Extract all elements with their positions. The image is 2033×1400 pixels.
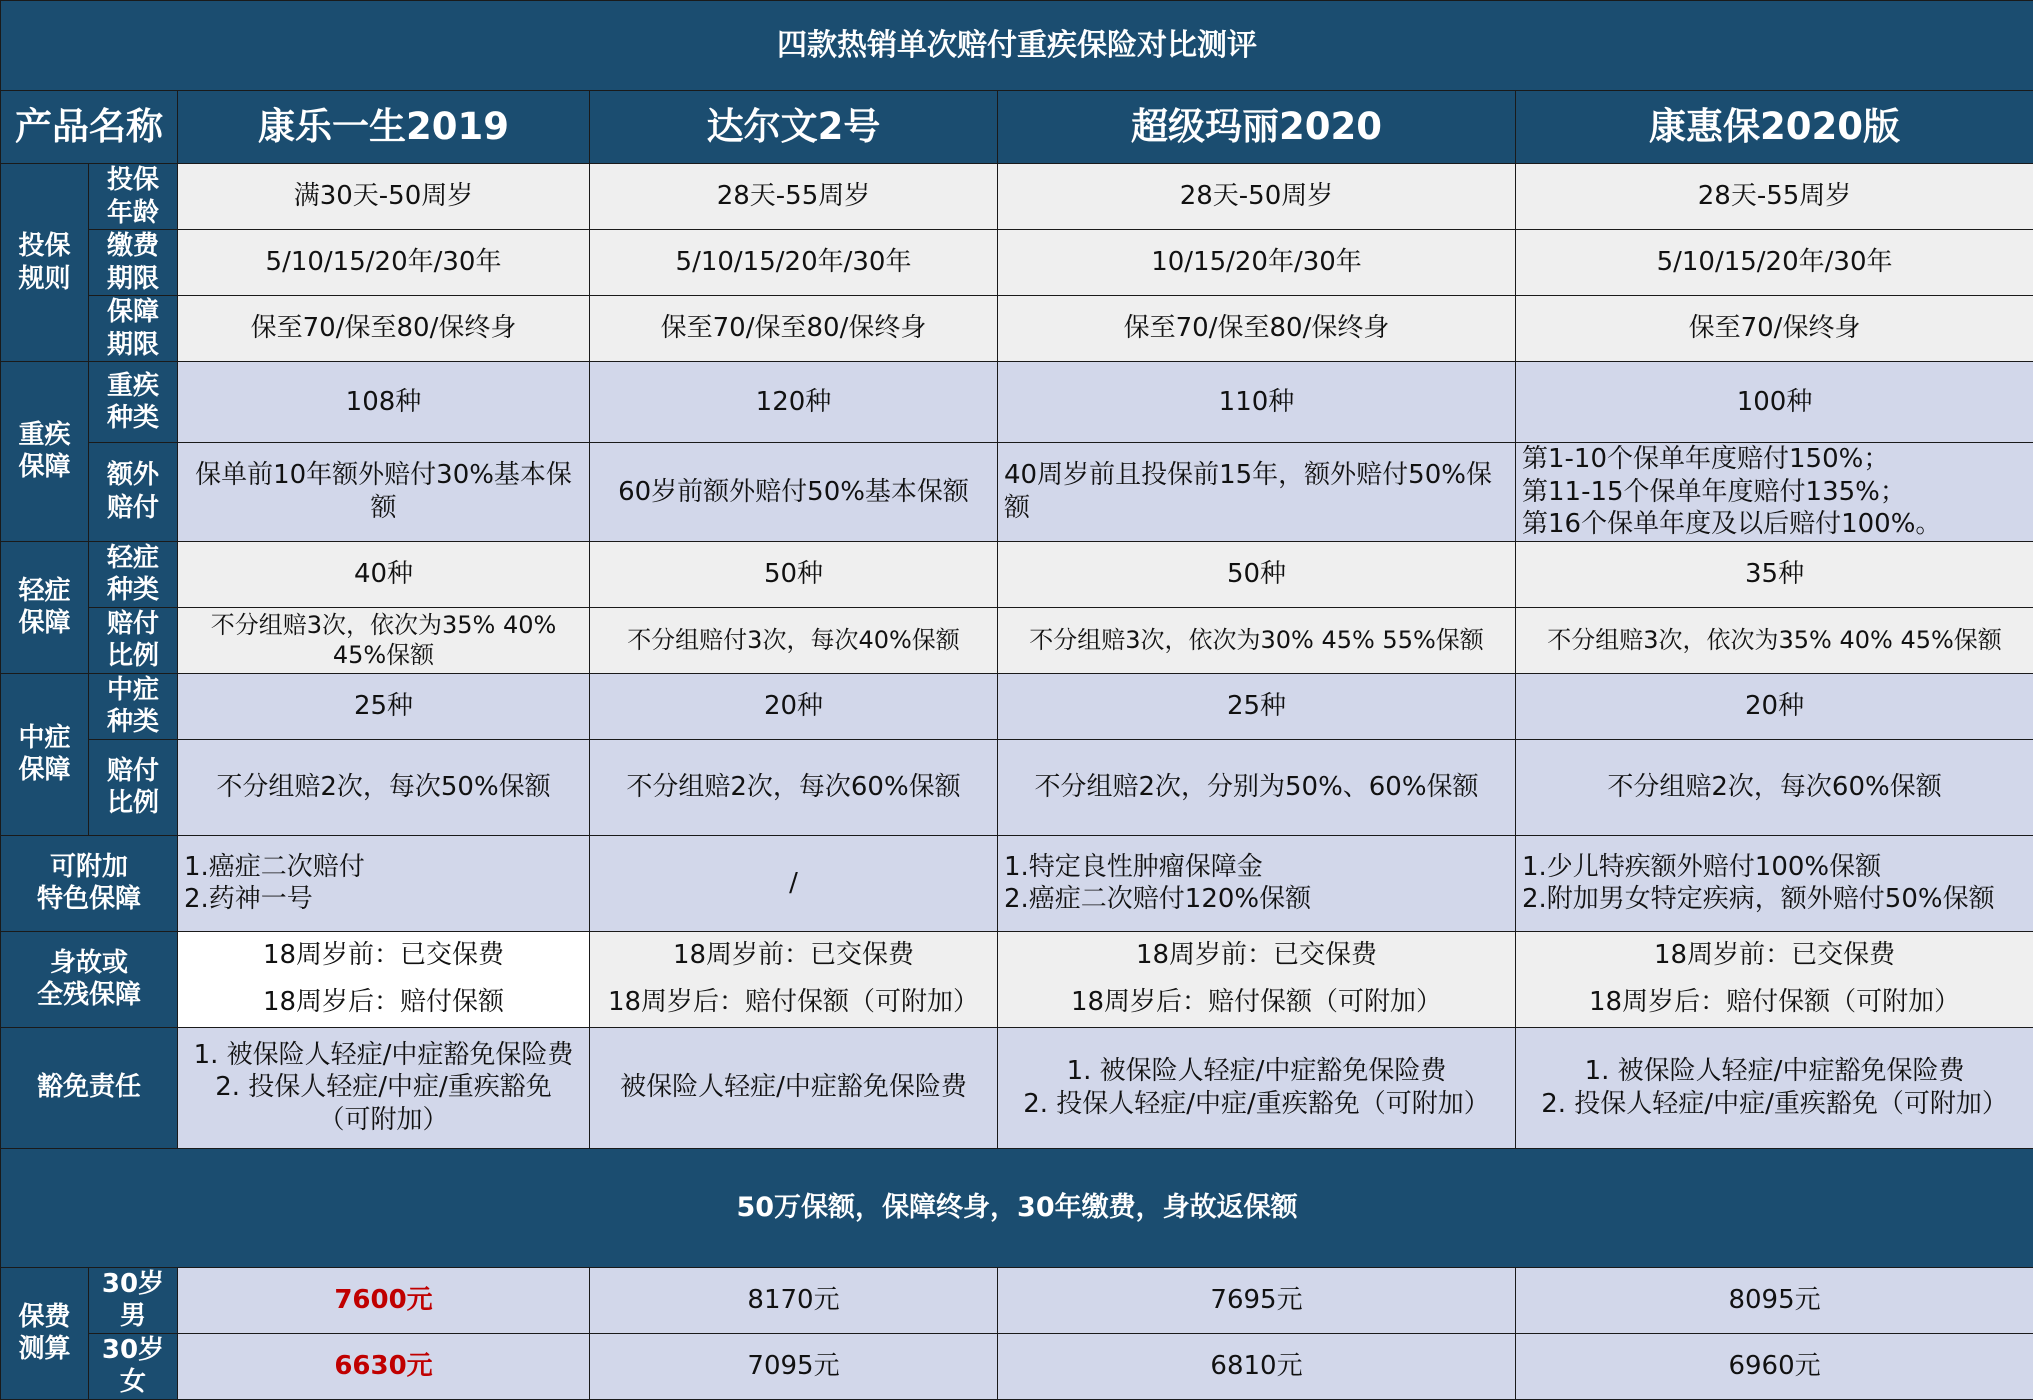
table-cell (178, 443, 590, 542)
row-label-term (89, 296, 178, 362)
table-cell: 不分组赔3次，依次为35% 40% 45%保额 (178, 607, 590, 673)
text-line: 保障 (91, 296, 175, 329)
group-label-waiver: 豁免责任 (1, 1027, 178, 1148)
row-label-critical-extra (89, 443, 178, 542)
text-line: 男 (91, 1300, 175, 1333)
text-line: 投保 (91, 164, 175, 197)
table-cell: 28天-55周岁 (590, 164, 998, 230)
text-line: 赔付 (91, 755, 175, 788)
table-cell (1516, 931, 2033, 1027)
group-label-critical (1, 362, 89, 542)
text-line: 重疾 (7, 419, 82, 452)
table-cell (1516, 1027, 2033, 1148)
table-cell: 110种 (998, 362, 1516, 443)
text-line: 2. 投保人轻症/中症/重疾豁免 (184, 1071, 583, 1104)
table-cell (1516, 443, 2033, 542)
table-cell (998, 443, 1516, 542)
table-cell: 不分组赔3次，依次为35% 40% 45%保额 (1516, 607, 2033, 673)
premium-cell: 6810元 (998, 1333, 1516, 1399)
text-line: 年龄 (91, 197, 175, 230)
text-line: 被保险人轻症/中症豁免保险费 (596, 1071, 991, 1104)
text-line: 18周岁后：赔付保额 (184, 979, 583, 1026)
text-line: 特色保障 (7, 883, 171, 916)
table-cell (590, 931, 998, 1027)
premium-cell: 7695元 (998, 1267, 1516, 1333)
product-header: 达尔文2号 (590, 91, 998, 164)
table-cell (590, 443, 998, 542)
row-label-pay (89, 230, 178, 296)
text-line: 18周岁后：赔付保额（可附加） (1004, 979, 1509, 1026)
text-line: 30岁 (91, 1334, 175, 1367)
product-name-label: 产品名称 (1, 91, 178, 164)
row-label-moderate-types (89, 673, 178, 739)
row-label-age (89, 164, 178, 230)
text-line: 轻症 (91, 542, 175, 575)
text-line: 可附加 (7, 851, 171, 884)
table-cell: 50种 (590, 541, 998, 607)
table-cell: 保至70/保至80/保终身 (590, 296, 998, 362)
premium-cell-highlight: 6630元 (178, 1333, 590, 1399)
text-line: 期限 (91, 329, 175, 362)
text-line: 种类 (91, 706, 175, 739)
table-cell: 满30天-50周岁 (178, 164, 590, 230)
text-line: 缴费 (91, 230, 175, 263)
table-cell: 20种 (1516, 673, 2033, 739)
table-cell: 5/10/15/20年/30年 (1516, 230, 2033, 296)
table-cell: 40种 (178, 541, 590, 607)
row-label-male (89, 1267, 178, 1333)
premium-cell: 8170元 (590, 1267, 998, 1333)
group-label-moderate (1, 673, 89, 835)
text-line: 2. 投保人轻症/中症/重疾豁免（可附加） (1522, 1088, 2027, 1121)
table-cell (998, 835, 1516, 931)
table-cell: 5/10/15/20年/30年 (178, 230, 590, 296)
text-line: 赔付 (91, 492, 175, 525)
text-line: 赔付 (91, 608, 175, 641)
table-cell: 25种 (178, 673, 590, 739)
table-cell (178, 835, 590, 931)
premium-cell: 8095元 (1516, 1267, 2033, 1333)
page-title: 四款热销单次赔付重疾保险对比测评 (1, 1, 2033, 91)
text-line: 40周岁前且投保前15年，额外赔付50%保额 (1004, 459, 1509, 524)
text-line: / (596, 867, 991, 900)
text-line: （可附加） (184, 1104, 583, 1137)
table-cell (590, 835, 998, 931)
table-cell: 不分组赔2次，每次50%保额 (178, 739, 590, 835)
text-line: 重疾 (91, 370, 175, 403)
text-line: 18周岁前：已交保费 (1522, 932, 2027, 979)
text-line: 1.癌症二次赔付 (184, 851, 583, 884)
text-line: 1. 被保险人轻症/中症豁免保险费 (1004, 1055, 1509, 1088)
table-cell: 108种 (178, 362, 590, 443)
table-cell: 35种 (1516, 541, 2033, 607)
table-cell: 28天-55周岁 (1516, 164, 2033, 230)
group-label-rules (1, 164, 89, 362)
row-label-mild-ratio (89, 607, 178, 673)
text-line: 全残保障 (7, 979, 171, 1012)
text-line: 保单前10年额外赔付30%基本保额 (184, 459, 583, 524)
table-cell: 不分组赔2次，每次60%保额 (590, 739, 998, 835)
table-cell (178, 1027, 590, 1148)
table-cell (590, 1027, 998, 1148)
text-line: 身故或 (7, 947, 171, 980)
table-cell: 28天-50周岁 (998, 164, 1516, 230)
text-line: 保障 (7, 754, 82, 787)
text-line: 测算 (7, 1333, 82, 1366)
table-cell: 不分组赔2次，分别为50%、60%保额 (998, 739, 1516, 835)
row-label-moderate-ratio (89, 739, 178, 835)
table-cell: 10/15/20年/30年 (998, 230, 1516, 296)
group-label-premium (1, 1267, 89, 1399)
text-line: 期限 (91, 263, 175, 296)
table-cell: 120种 (590, 362, 998, 443)
table-cell (178, 931, 590, 1027)
text-line: 比例 (91, 787, 175, 820)
table-cell (998, 931, 1516, 1027)
group-label-addon (1, 835, 178, 931)
text-line: 保费 (7, 1301, 82, 1334)
text-line: 第11-15个保单年度赔付135%； (1522, 476, 2027, 509)
text-line: 额外 (91, 459, 175, 492)
table-cell: 保至70/保至80/保终身 (178, 296, 590, 362)
table-cell (998, 1027, 1516, 1148)
text-line: 30岁 (91, 1268, 175, 1301)
table-cell (1516, 835, 2033, 931)
group-label-death (1, 931, 178, 1027)
table-cell: 不分组赔3次，依次为30% 45% 55%保额 (998, 607, 1516, 673)
text-line: 比例 (91, 640, 175, 673)
group-label-mild (1, 541, 89, 673)
text-line: 2.药神一号 (184, 883, 583, 916)
text-line: 第16个保单年度及以后赔付100%。 (1522, 508, 2027, 541)
text-line: 种类 (91, 402, 175, 435)
text-line: 60岁前额外赔付50%基本保额 (596, 476, 991, 509)
table-cell: 保至70/保终身 (1516, 296, 2033, 362)
text-line: 2.附加男女特定疾病，额外赔付50%保额 (1522, 883, 2027, 916)
text-line: 第1-10个保单年度赔付150%； (1522, 443, 2027, 476)
text-line: 1. 被保险人轻症/中症豁免保险费 (184, 1039, 583, 1072)
premium-cell: 7095元 (590, 1333, 998, 1399)
text-line: 2. 投保人轻症/中症/重疾豁免（可附加） (1004, 1088, 1509, 1121)
product-header: 康乐一生2019 (178, 91, 590, 164)
premium-cell: 6960元 (1516, 1333, 2033, 1399)
text-line: 18周岁后：赔付保额（可附加） (1522, 979, 2027, 1026)
text-line: 保障 (7, 607, 82, 640)
text-line: 种类 (91, 574, 175, 607)
text-line: 18周岁前：已交保费 (184, 932, 583, 979)
text-line: 投保 (7, 230, 82, 263)
text-line: 轻症 (7, 575, 82, 608)
table-cell: 100种 (1516, 362, 2033, 443)
text-line: 中症 (7, 722, 82, 755)
product-header: 康惠保2020版 (1516, 91, 2033, 164)
text-line: 女 (91, 1366, 175, 1399)
table-cell: 50种 (998, 541, 1516, 607)
table-cell: 保至70/保至80/保终身 (998, 296, 1516, 362)
table-cell: 20种 (590, 673, 998, 739)
text-line: 2.癌症二次赔付120%保额 (1004, 883, 1509, 916)
table-cell: 25种 (998, 673, 1516, 739)
row-label-critical-types (89, 362, 178, 443)
table-cell: 不分组赔付3次，每次40%保额 (590, 607, 998, 673)
premium-banner: 50万保额，保障终身，30年缴费，身故返保额 (1, 1148, 2033, 1267)
text-line: 保障 (7, 451, 82, 484)
text-line: 18周岁前：已交保费 (596, 932, 991, 979)
text-line: 18周岁后：赔付保额（可附加） (596, 979, 991, 1026)
row-label-female (89, 1333, 178, 1399)
text-line: 1.特定良性肿瘤保障金 (1004, 851, 1509, 884)
product-header: 超级玛丽2020 (998, 91, 1516, 164)
text-line: 18周岁前：已交保费 (1004, 932, 1509, 979)
text-line: 1.少儿特疾额外赔付100%保额 (1522, 851, 2027, 884)
premium-cell-highlight: 7600元 (178, 1267, 590, 1333)
table-cell: 不分组赔2次，每次60%保额 (1516, 739, 2033, 835)
text-line: 1. 被保险人轻症/中症豁免保险费 (1522, 1055, 2027, 1088)
table-cell: 5/10/15/20年/30年 (590, 230, 998, 296)
text-line: 中症 (91, 674, 175, 707)
text-line: 规则 (7, 263, 82, 296)
row-label-mild-types (89, 541, 178, 607)
